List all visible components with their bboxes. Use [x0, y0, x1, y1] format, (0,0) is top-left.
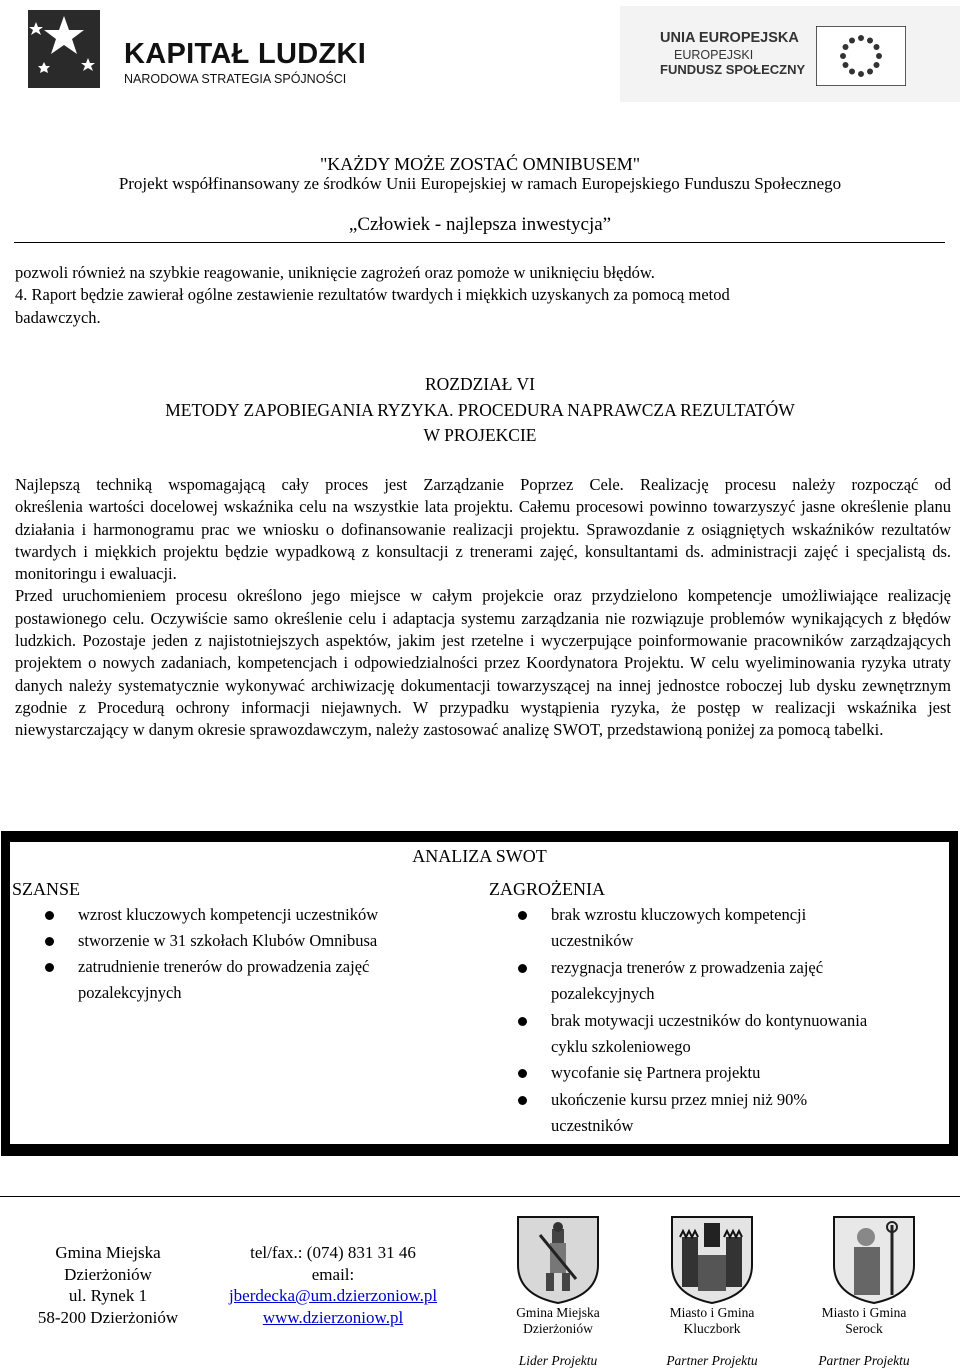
footer-address [18, 1242, 198, 1328]
eu-flag-icon [816, 26, 906, 86]
swot-right-item-1-cont: uczestników [551, 931, 634, 950]
partner-3-name [796, 1305, 932, 1337]
chapter-title-line2: W PROJEKCIE [423, 425, 537, 445]
paragraph-1-rest: określenia wartości docelowej wskaźnika celu na wszystkie lata projektu. Całemu procesowi powinno towarzyszyć jasne określenie planu działania i harmonogramu prac we wniosku o dofinansowanie realizacji projektu. Sprawozdanie z osiągniętych wskaźników rezultatów twardych i miękkich projektu będzie wypadkową z konsultacji z trenerami zajęć, konsultantami ds. administracji zajęć i specjalistą ds. monitoringu i ewaluacji. [15, 497, 951, 584]
kapital-ludzki-logo [24, 10, 367, 90]
document-subtitle: Projekt współfinansowany ze środków Unii Europejskiej w ramach Europejskiego Funduszu Społecznego [118, 174, 842, 193]
footer-org-line2: Dzierżoniów [64, 1264, 152, 1284]
paragraph-2: Przed uruchomieniem procesu określono jego miejsce w całym projekcie oraz przydzielono kompetencje umożliwiające realizację postawionego celu. Oczywiście samo określenie celu i adaptacja systemu zarządzania nie rozwiązuje problemów wynikających z błędów ludzkich. Pozostaje jeden z najistotniejszych aspektów, jakim jest rzetelne i wyczerpujące poinformowanie pracowników zarządzających projektem o nowych zadaniach, kompetencjach i odpowiedzialności przez Koordynatora Projektu. W celu wyeliminowania ryzyka utraty danych należy systematycznie wykonywać archiwizację dokumentacji towarzyszącej na innej jednostce roboczej lub dysku zewnętrznym zgodnie z Procedurą ochrony informacji niejawnych. W przypadku wystąpienia ryzyka, że postęp w realizacji wskaźnika jest niewystarczający w danym okresie sprawozdawczym, należy zastosować analizę SWOT, przedstawioną poniżej za pomocą tabelki. [15, 586, 951, 740]
partner-1-name-line1: Gmina Miejska [516, 1305, 600, 1320]
logo-subtitle: NARODOWA STRATEGIA SPÓJNOŚCI [124, 72, 347, 86]
partner-1-name-line2: Dzierżoniów [523, 1321, 593, 1336]
bullet-icon [518, 1096, 527, 1105]
swot-left-item-2: stworzenie w 31 szkołach Klubów Omnibusa [78, 931, 378, 950]
partner-3-name-line1: Miasto i Gmina [821, 1305, 907, 1320]
footer-divider [0, 1196, 960, 1197]
swot-right-item-5-cont: uczestników [551, 1116, 634, 1135]
partner-2-name-line2: Kluczbork [683, 1321, 741, 1336]
eu-logo-line2: EUROPEJSKI [674, 48, 754, 62]
swot-left-item-3: zatrudnienie trenerów do prowadzenia zajęć [78, 957, 370, 976]
swot-left-item-1: wzrost kluczowych kompetencji uczestników [78, 905, 379, 924]
bullet-icon [518, 1069, 527, 1078]
swot-right-item-1: brak wzrostu kluczowych kompetencji [551, 905, 807, 924]
intro-line-2: 4. Raport będzie zawierał ogólne zestawienie rezultatów twardych i miękkich uzyskanych za pomocą metod [15, 285, 730, 305]
bullet-icon [518, 1017, 527, 1026]
partner-1-name [490, 1305, 626, 1337]
logo-title: KAPITAŁ LUDZKI [124, 38, 367, 70]
document-motto: „Człowiek - najlepsza inwestycja” [348, 214, 612, 235]
chapter-number: ROZDZIAŁ VI [424, 374, 535, 394]
header-divider [14, 242, 945, 243]
swot-right-heading: ZAGROŻENIA [489, 879, 605, 899]
bullet-icon [45, 911, 54, 920]
intro-line-1: pozwoli również na szybkie reagowanie, uniknięcie zagrożeń oraz pomoże w uniknięciu błędów. [15, 263, 655, 282]
partner-2-name-line1: Miasto i Gmina [669, 1305, 755, 1320]
partner-2-role: Partner Projektu [666, 1353, 758, 1368]
footer-website-link[interactable]: www.dzierzoniow.pl [262, 1307, 404, 1327]
dzierzoniow-coat-of-arms-icon [516, 1215, 600, 1305]
partner-3-role: Partner Projektu [818, 1353, 910, 1368]
body-text [15, 474, 951, 742]
footer-address-line1: ul. Rynek 1 [68, 1286, 148, 1305]
footer-phone: tel/fax.: (074) 831 31 46 [250, 1243, 416, 1262]
paragraph-1-first-line: Najlepszą techniką wspomagającą cały proces jest Zarządzanie Poprzez Cele. Realizację procesu należy rozpocząć od [15, 475, 951, 494]
swot-left-item-3-cont: pozalekcyjnych [78, 983, 182, 1002]
intro-line-3: badawczych. [15, 307, 101, 327]
chapter-heading [0, 372, 960, 449]
bullet-icon [518, 911, 527, 920]
swot-right-item-2: rezygnacja trenerów z prowadzenia zajęć [551, 958, 824, 977]
swot-right-item-5: ukończenie kursu przez mniej niż 90% [551, 1090, 808, 1109]
document-title: "KAŻDY MOŻE ZOSTAĆ OMNIBUSEM" [319, 154, 641, 174]
partner-2-name [644, 1305, 780, 1337]
footer-email-link[interactable]: jberdecka@um.dzierzoniow.pl [228, 1286, 438, 1305]
footer-contact [198, 1242, 468, 1328]
bullet-icon [45, 963, 54, 972]
swot-title: ANALIZA SWOT [412, 846, 547, 866]
footer-address-line2: 58-200 Dzierżoniów [37, 1307, 179, 1327]
eu-logo-line1: UNIA EUROPEJSKA [660, 30, 799, 46]
eu-logo [620, 6, 960, 102]
kluczbork-coat-of-arms-icon [670, 1215, 754, 1305]
kapital-ludzki-emblem-icon [24, 10, 119, 88]
swot-left-heading: SZANSE [12, 879, 81, 899]
swot-right-item-4: wycofanie się Partnera projektu [551, 1063, 761, 1082]
bullet-icon [518, 964, 527, 973]
swot-table [10, 842, 949, 1144]
footer-email-label: email: [311, 1264, 355, 1284]
bullet-icon [45, 937, 54, 946]
partner-1-role: Lider Projektu [518, 1353, 598, 1368]
partner-3-name-line2: Serock [845, 1321, 883, 1336]
eu-logo-line3: FUNDUSZ SPOŁECZNY [660, 62, 806, 77]
swot-right-item-3-cont: cyklu szkoleniowego [551, 1037, 691, 1056]
swot-right-item-3: brak motywacji uczestników do kontynuowania [551, 1011, 868, 1030]
chapter-title-line1: METODY ZAPOBIEGANIA RYZYKA. PROCEDURA NAPRAWCZA REZULTATÓW [165, 399, 795, 420]
swot-right-item-2-cont: pozalekcyjnych [551, 984, 655, 1003]
intro-text [15, 262, 951, 329]
serock-coat-of-arms-icon [832, 1215, 916, 1305]
footer-org-line1: Gmina Miejska [55, 1243, 161, 1262]
